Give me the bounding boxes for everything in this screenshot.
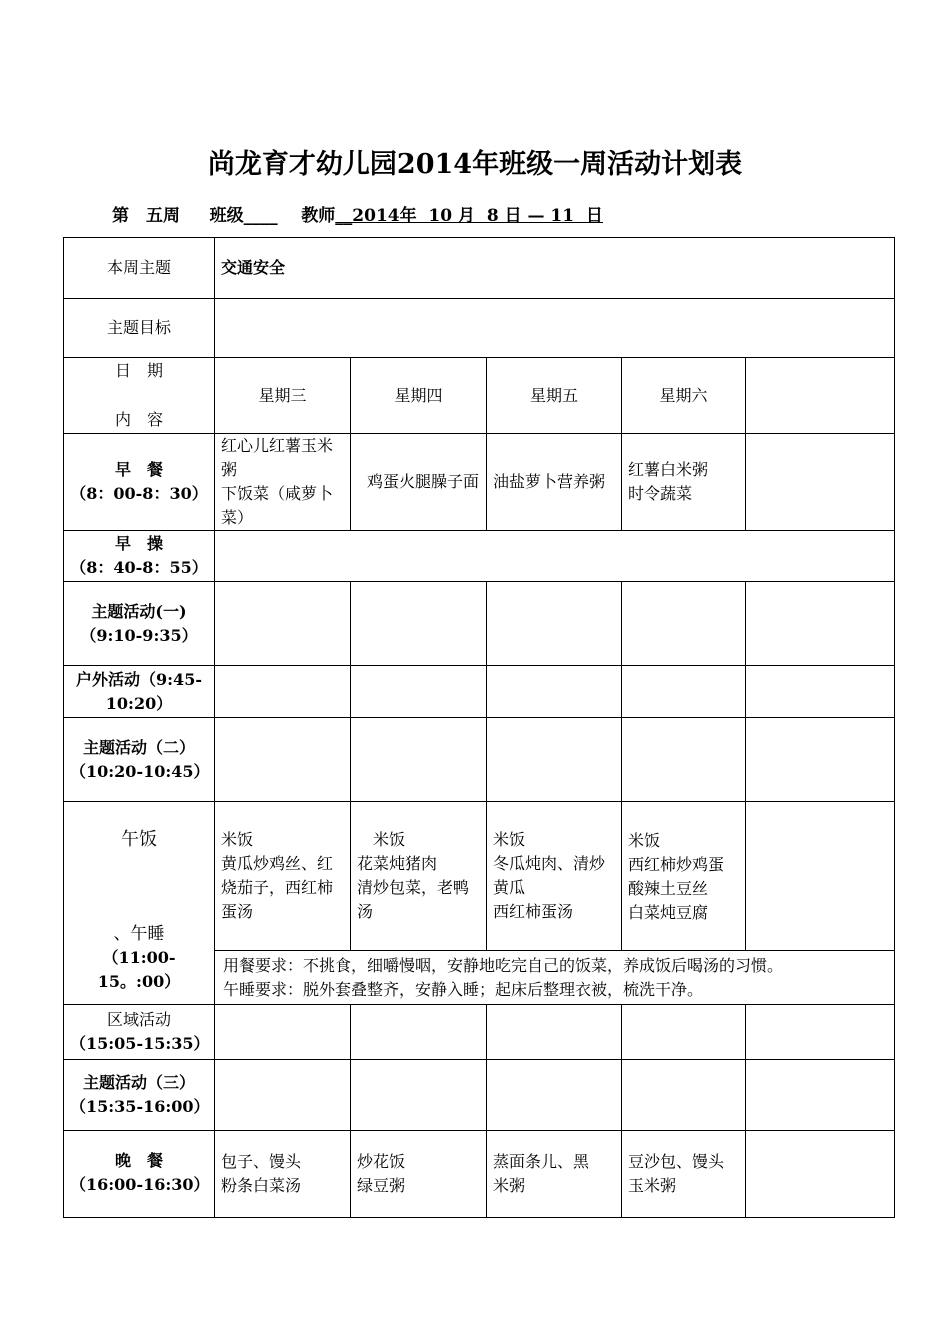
menu-line: 西红柿炒鸡蛋: [628, 855, 725, 874]
lunch-cell: [351, 802, 487, 951]
area-title: 区域活动: [106, 1010, 171, 1029]
cell: [215, 582, 351, 666]
menu-line: 粉条白菜汤: [221, 1176, 302, 1195]
menu-line: 蒸面条儿、黑: [493, 1152, 590, 1171]
cell: [622, 718, 746, 802]
dinner-label: [64, 1131, 215, 1218]
menu-line: 下饭菜（咸萝卜菜）: [221, 484, 334, 527]
cell: [746, 582, 895, 666]
cell: [746, 1005, 895, 1060]
cell: [351, 1005, 487, 1060]
day-header-empty: [746, 358, 895, 434]
menu-line: 黄瓜: [493, 878, 526, 897]
menu-line: 炒花饭: [357, 1152, 406, 1171]
theme3-label: [64, 1060, 215, 1131]
area-label: [64, 1005, 215, 1060]
menu-line: 时令蔬菜: [628, 484, 693, 503]
date-content-label: [64, 358, 215, 434]
cell: [746, 718, 895, 802]
area-time: （15:05-15:35）: [70, 1034, 210, 1053]
menu-line: 酸辣土豆丝: [628, 879, 709, 898]
cell: [351, 666, 487, 718]
menu-line: 花菜炖猪肉: [357, 854, 438, 873]
cell: [215, 1060, 351, 1131]
menu-line: 鸡蛋火腿臊子面: [367, 472, 480, 491]
menu-line: 米粥: [493, 1176, 526, 1195]
day-header: 星期六: [622, 358, 746, 434]
header-info-line: [112, 201, 603, 226]
cell: [487, 1060, 622, 1131]
theme2-title: 主题活动（二）: [82, 737, 195, 757]
theme1-time: （9:10-9:35）: [80, 625, 198, 645]
day-header: 星期三: [215, 358, 351, 434]
row-theme3: [64, 1060, 895, 1131]
menu-line: 绿豆粥: [357, 1176, 406, 1195]
lunch-cell: [622, 802, 746, 951]
menu-line: 红心儿红薯玉米粥: [221, 436, 334, 479]
exercise-label: [64, 531, 215, 582]
row-theme1: [64, 582, 895, 666]
dinner-cell: [351, 1131, 487, 1218]
goal-value: [215, 299, 895, 358]
theme2-time: （10:20-10:45）: [70, 761, 210, 781]
row-outdoor: [64, 666, 895, 718]
row-theme: [64, 238, 895, 299]
theme-value: 交通安全: [215, 238, 895, 299]
menu-line: 米饭: [221, 830, 254, 849]
menu-line: 米饭: [628, 831, 661, 850]
weekly-plan-table: [63, 237, 895, 1218]
outdoor-time: 10:20）: [105, 693, 173, 713]
row-exercise: [64, 531, 895, 582]
theme2-label: [64, 718, 215, 802]
menu-line: 包子、馒头: [221, 1152, 302, 1171]
breakfast-cell: [487, 434, 622, 531]
row-theme2: [64, 718, 895, 802]
dinner-cell: [487, 1131, 622, 1218]
teacher-label: 教师: [301, 206, 336, 226]
dinner-cell: [215, 1131, 351, 1218]
menu-line: 冬瓜炖肉、清炒: [493, 854, 606, 873]
breakfast-cell: [622, 434, 746, 531]
cell: [215, 1005, 351, 1060]
row-dinner: [64, 1131, 895, 1218]
menu-line: 蛋汤: [221, 902, 254, 921]
exercise-value: [215, 531, 895, 582]
menu-line: 汤: [357, 902, 374, 921]
row-area: [64, 1005, 895, 1060]
cell: [215, 666, 351, 718]
requirements-cell: [215, 951, 895, 1005]
row-days: [64, 358, 895, 434]
content-label: 内 容: [114, 410, 163, 429]
exercise-title: 早 操: [114, 534, 163, 553]
theme-label: 本周主题: [64, 238, 215, 299]
outdoor-label: [64, 666, 215, 718]
cell: [746, 666, 895, 718]
cell: [622, 666, 746, 718]
day-header: 星期四: [351, 358, 487, 434]
cell: [351, 582, 487, 666]
lunch-time: （11:00-15。:00）: [97, 948, 181, 991]
theme1-label: [64, 582, 215, 666]
menu-line: 油盐萝卜营养粥: [493, 472, 606, 491]
date-range: __2014年 10 月 8 日 — 11 日: [335, 206, 603, 226]
row-breakfast: [64, 434, 895, 531]
dinner-cell: [622, 1131, 746, 1218]
class-blank: ____: [243, 206, 278, 226]
nap-requirement: 午睡要求：脱外套叠整齐，安静入睡；起床后整理衣被，梳洗干净。: [223, 979, 704, 999]
date-label: 日 期: [114, 361, 163, 380]
cell: [622, 582, 746, 666]
lunch-cell: [215, 802, 351, 951]
menu-line: 玉米粥: [628, 1176, 677, 1195]
theme1-title: 主题活动(一): [91, 601, 187, 621]
nap-title: 、午睡: [113, 924, 165, 944]
menu-line: 红薯白米粥: [628, 460, 709, 479]
breakfast-label: [64, 434, 215, 531]
dinner-time: （16:00-16:30）: [70, 1175, 210, 1194]
cell: [487, 718, 622, 802]
cell: [351, 718, 487, 802]
menu-line: 烧茄子，西红柿: [221, 878, 334, 897]
cell: [487, 582, 622, 666]
menu-line: 豆沙包、馒头: [628, 1152, 725, 1171]
lunch-title: 午饭: [121, 829, 157, 850]
cell: [622, 1005, 746, 1060]
cell: [622, 1060, 746, 1131]
dinner-title: 晚 餐: [114, 1151, 163, 1170]
row-lunch: [64, 802, 895, 951]
lunch-label: [64, 802, 215, 1005]
cell: [487, 1005, 622, 1060]
breakfast-title: 早 餐: [114, 460, 163, 479]
breakfast-cell: [351, 434, 487, 531]
breakfast-time: （8：00-8：30）: [70, 484, 208, 503]
menu-line: 米饭: [493, 830, 526, 849]
menu-line: 西红柿蛋汤: [493, 902, 574, 921]
cell: [215, 718, 351, 802]
lunch-cell: [487, 802, 622, 951]
dinner-cell-empty: [746, 1131, 895, 1218]
breakfast-cell-empty: [746, 434, 895, 531]
outdoor-title: 户外活动（9:45-: [76, 669, 202, 689]
lunch-cell-empty: [746, 802, 895, 951]
cell: [487, 666, 622, 718]
day-header: 星期五: [487, 358, 622, 434]
menu-line: 清炒包菜，老鸭: [357, 878, 470, 897]
cell: [351, 1060, 487, 1131]
meal-requirement: 用餐要求：不挑食，细嚼慢咽，安静地吃完自己的饭菜，养成饭后喝汤的习惯。: [223, 955, 784, 975]
week-text: 第 五周: [112, 206, 180, 226]
cell: [746, 1060, 895, 1131]
row-goal: [64, 299, 895, 358]
menu-line: 黄瓜炒鸡丝、红: [221, 854, 334, 873]
theme3-time: （15:35-16:00）: [70, 1097, 210, 1116]
class-label: 班级: [209, 206, 244, 226]
theme3-title: 主题活动（三）: [82, 1073, 195, 1092]
menu-line: 米饭: [357, 830, 406, 849]
menu-line: 白菜炖豆腐: [628, 903, 709, 922]
breakfast-cell: [215, 434, 351, 531]
goal-label: 主题目标: [64, 299, 215, 358]
page-title: 尚龙育才幼儿园2014年班级一周活动计划表: [207, 149, 743, 180]
exercise-time: （8：40-8：55）: [70, 558, 208, 577]
